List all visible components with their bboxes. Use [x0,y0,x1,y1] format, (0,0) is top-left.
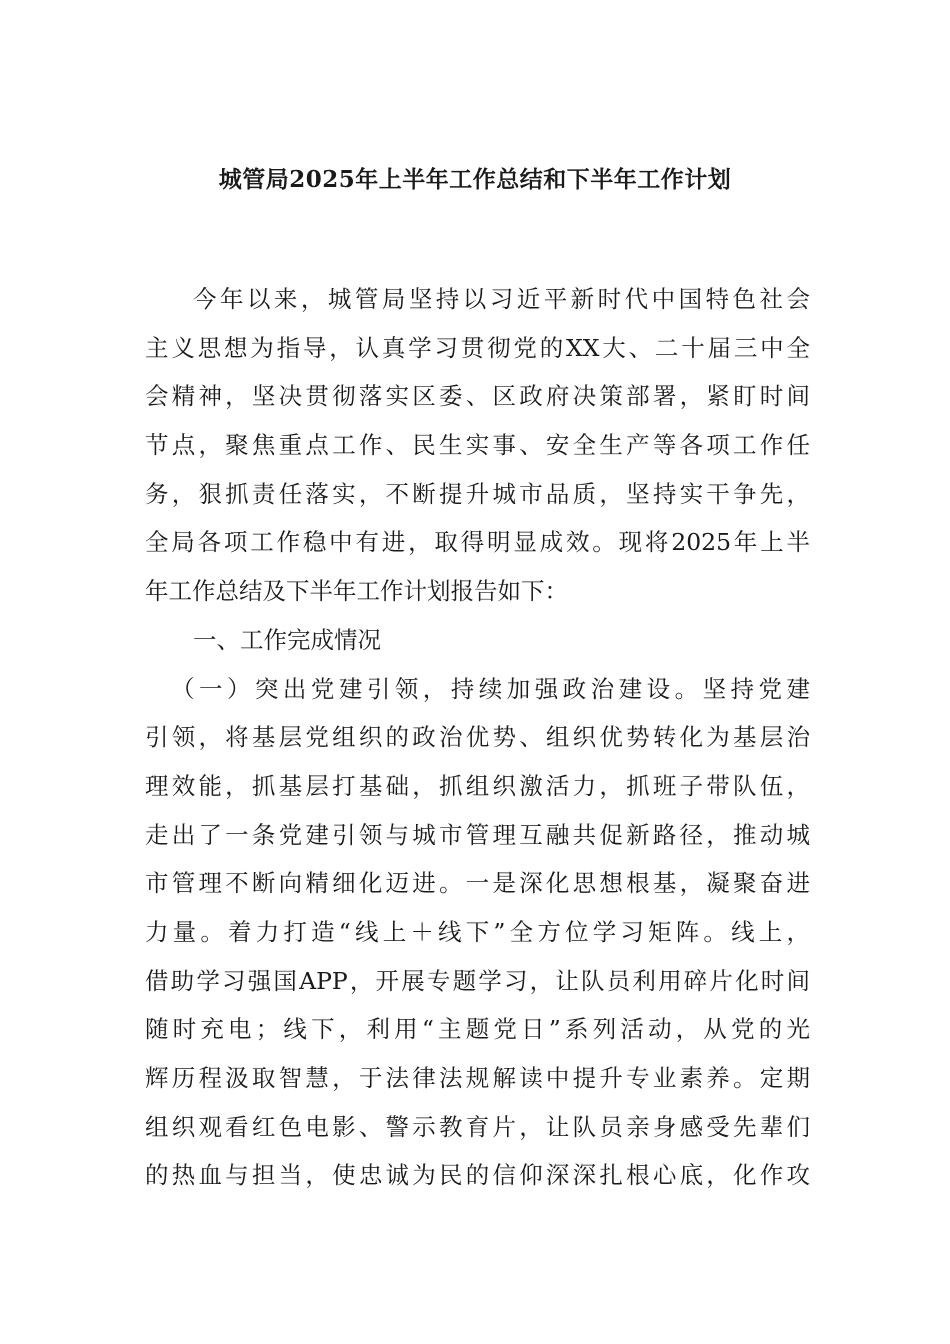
document-body [145,275,810,1200]
document-title: 城管局2025年上半年工作总结和下半年工作计划 [218,166,732,193]
paragraph-line: 会精神，坚决贯彻落实区委、区政府决策部署，紧盯时间 [145,382,810,411]
paragraph-line: 引领，将基层党组织的政治优势、组织优势转化为基层治 [145,723,810,752]
paragraph-line: （一）突出党建引领，持续加强政治建设。坚持党建 [171,674,810,703]
paragraph-line: 市管理不断向精细化迈进。一是深化思想根基，凝聚奋进 [145,869,810,898]
paragraph-line: 借助学习强国APP，开展专题学习，让队员利用碎片化时间 [145,966,810,995]
paragraph-line: 节点，聚焦重点工作、民生实事、安全生产等各项工作任 [145,431,810,460]
paragraph-line: 务，狠抓责任落实，不断提升城市品质，坚持实干争先， [145,479,810,508]
paragraph-line: 走出了一条党建引领与城市管理互融共促新路径，推动城 [145,820,810,849]
paragraph-line: 理效能，抓基层打基础，抓组织激活力，抓班子带队伍， [145,771,810,800]
paragraph-line: 全局各项工作稳中有进，取得明显成效。现将2025年上半 [145,528,810,557]
paragraph-line: 年工作总结及下半年工作计划报告如下： [145,577,568,606]
paragraph-line: 辉历程汲取智慧，于法律法规解读中提升专业素养。定期 [145,1064,810,1092]
paragraph-line: 组织观看红色电影、警示教育片，让队员亲身感受先辈们 [145,1112,810,1141]
paragraph-line: 今年以来，城管局坚持以习近平新时代中国特色社会 [193,285,810,313]
paragraph-line: 的热血与担当，使忠诚为民的信仰深深扎根心底，化作攻 [145,1161,810,1190]
paragraph-line: 主义思想为指导，认真学习贯彻党的XX大、二十届三中全 [145,333,810,362]
paragraph-line: 随时充电；线下，利用“主题党日”系列活动，从党的光 [145,1015,810,1044]
section-heading: 一、工作完成情况 [193,625,381,654]
paragraph-line: 力量。着力打造“线上＋线下”全方位学习矩阵。线上， [145,917,810,946]
